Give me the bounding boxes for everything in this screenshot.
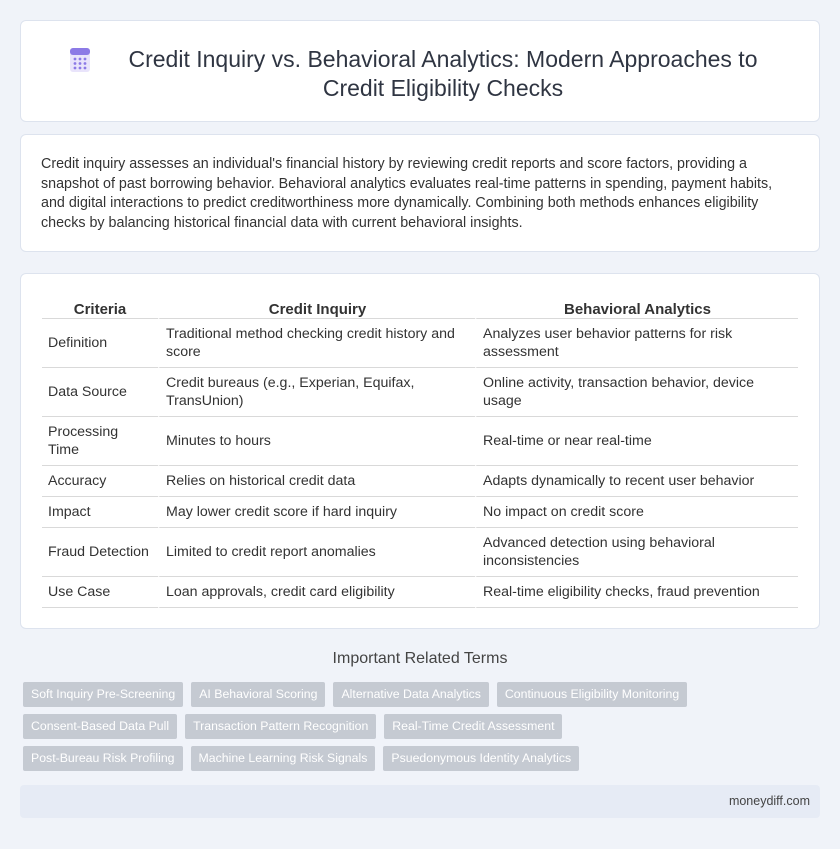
behavioral-analytics-cell: Adapts dynamically to recent user behavior	[475, 466, 798, 497]
criteria-cell: Impact	[42, 497, 158, 528]
behavioral-analytics-cell: Real-time or near real-time	[475, 417, 798, 466]
related-term-tag[interactable]: Alternative Data Analytics	[333, 682, 488, 707]
table-row	[42, 368, 798, 417]
criteria-cell: Use Case	[42, 577, 158, 608]
table-row	[42, 417, 798, 466]
criteria-cell: Definition	[42, 319, 158, 368]
credit-inquiry-cell: Minutes to hours	[158, 417, 475, 466]
table-header-row	[42, 294, 798, 319]
title-row	[21, 45, 819, 103]
credit-inquiry-cell: May lower credit score if hard inquiry	[158, 497, 475, 528]
related-term-tag[interactable]: Consent-Based Data Pull	[23, 714, 177, 739]
footer-brand[interactable]: moneydiff.com	[728, 794, 810, 808]
credit-inquiry-cell: Credit bureaus (e.g., Experian, Equifax, TransUnion)	[158, 368, 475, 417]
header-credit-inquiry: Credit Inquiry	[158, 294, 475, 319]
related-term-tag[interactable]: Soft Inquiry Pre-Screening	[23, 682, 183, 707]
header-card	[20, 20, 820, 122]
credit-inquiry-cell: Relies on historical credit data	[158, 466, 475, 497]
comparison-card	[20, 273, 820, 629]
table-row	[42, 577, 798, 608]
credit-inquiry-cell: Loan approvals, credit card eligibility	[158, 577, 475, 608]
table-row	[42, 319, 798, 368]
criteria-cell: Accuracy	[42, 466, 158, 497]
related-term-tag[interactable]: Machine Learning Risk Signals	[191, 746, 376, 771]
related-terms-list	[23, 682, 723, 778]
intro-card	[20, 134, 820, 252]
behavioral-analytics-cell: Online activity, transaction behavior, device usage	[475, 368, 798, 417]
criteria-cell: Processing Time	[42, 417, 158, 466]
related-term-tag[interactable]: Real-Time Credit Assessment	[384, 714, 562, 739]
behavioral-analytics-cell: Advanced detection using behavioral inconsistencies	[475, 528, 798, 577]
header-criteria: Criteria	[42, 294, 158, 319]
page-title: Credit Inquiry vs. Behavioral Analytics: Modern Approaches to Credit Eligibility Checks	[128, 46, 758, 101]
related-term-tag[interactable]: Post-Bureau Risk Profiling	[23, 746, 183, 771]
table-row	[42, 528, 798, 577]
footer-bar	[20, 785, 820, 818]
intro-paragraph: Credit inquiry assesses an individual's financial history by reviewing credit reports and score factors, providing a snapshot of past borrowing behavior. Behavioral analytics evaluates real-time patterns in spending, payment habits, and digital interactions to predict creditworthiness more dynamically. Combining both methods enhances eligibility checks by balancing historical financial data with current behavioral insights.	[41, 156, 773, 231]
related-term-tag[interactable]: Transaction Pattern Recognition	[185, 714, 376, 739]
header-behavioral-analytics: Behavioral Analytics	[475, 294, 798, 319]
table-row	[42, 466, 798, 497]
criteria-cell: Fraud Detection	[42, 528, 158, 577]
table-row	[42, 497, 798, 528]
related-term-tag[interactable]: Continuous Eligibility Monitoring	[497, 682, 687, 707]
behavioral-analytics-cell: Real-time eligibility checks, fraud prevention	[475, 577, 798, 608]
related-terms-heading: Important Related Terms	[332, 650, 508, 667]
behavioral-analytics-cell: Analyzes user behavior patterns for risk assessment	[475, 319, 798, 368]
credit-inquiry-cell: Traditional method checking credit history and score	[158, 319, 475, 368]
related-term-tag[interactable]: Psuedonymous Identity Analytics	[383, 746, 579, 771]
behavioral-analytics-cell: No impact on credit score	[475, 497, 798, 528]
calculator-icon	[67, 47, 93, 73]
comparison-table	[42, 294, 798, 608]
related-term-tag[interactable]: AI Behavioral Scoring	[191, 682, 325, 707]
credit-inquiry-cell: Limited to credit report anomalies	[158, 528, 475, 577]
criteria-cell: Data Source	[42, 368, 158, 417]
